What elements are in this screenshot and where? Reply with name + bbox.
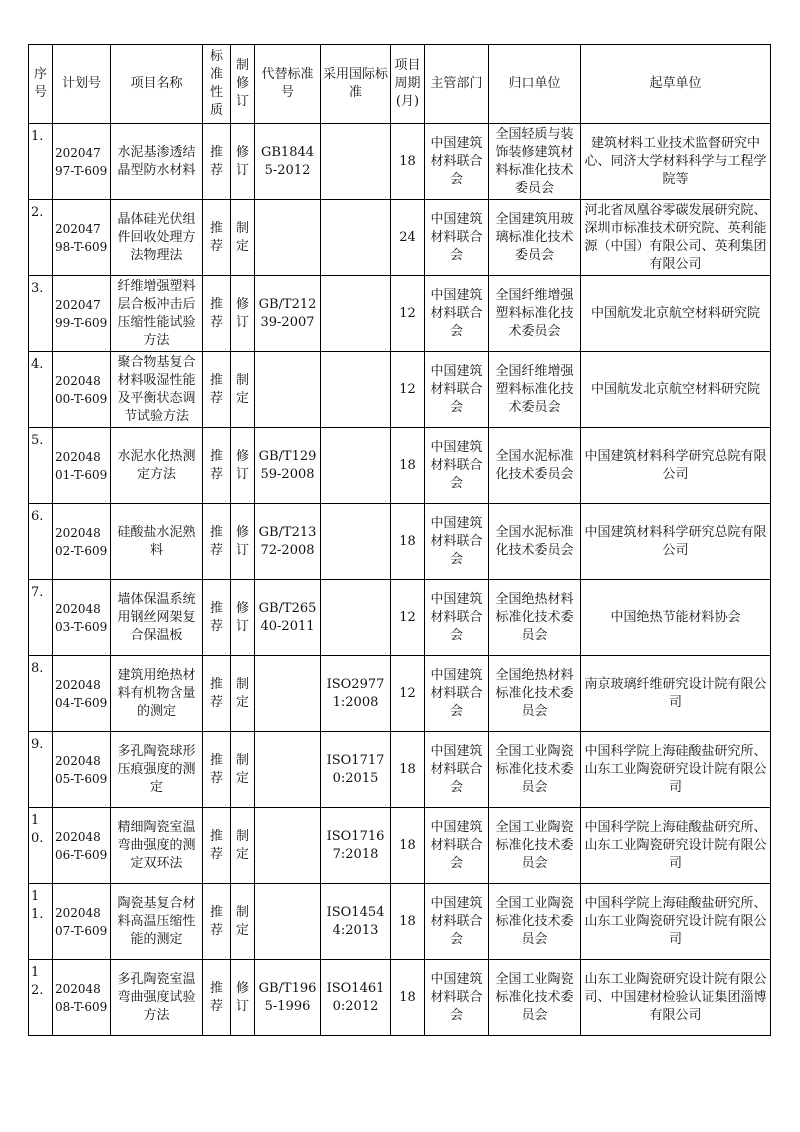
row-period: 12 [391,656,425,732]
row-authority: 中国建筑材料联合会 [425,808,489,884]
row-plan-no: 20204808-T-609 [53,960,111,1036]
row-intl-std [321,276,391,352]
row-type: 制定 [231,884,255,960]
row-replaces: GB/T21372-2008 [255,504,321,580]
row-type: 制定 [231,200,255,276]
table-row [29,352,771,428]
header-project-name: 项目名称 [111,45,203,124]
row-replaces: GB/T12959-2008 [255,428,321,504]
row-project-name: 多孔陶瓷球形压痕强度的测定 [111,732,203,808]
row-replaces [255,884,321,960]
row-authority: 中国建筑材料联合会 [425,580,489,656]
row-plan-no: 20204805-T-609 [53,732,111,808]
row-project-name: 墙体保温系统用钢丝网架复合保温板 [111,580,203,656]
row-nature: 推荐 [203,276,231,352]
table-row [29,428,771,504]
row-tc: 全国水泥标准化技术委员会 [489,504,581,580]
table-row [29,884,771,960]
row-plan-no: 20204798-T-609 [53,200,111,276]
row-drafter: 中国建筑材料科学研究总院有限公司 [581,428,771,504]
row-authority: 中国建筑材料联合会 [425,428,489,504]
table-row [29,656,771,732]
row-intl-std [321,428,391,504]
row-type: 修订 [231,124,255,200]
row-drafter: 中国航发北京航空材料研究院 [581,276,771,352]
row-authority: 中国建筑材料联合会 [425,960,489,1036]
row-period: 18 [391,428,425,504]
table-row [29,960,771,1036]
row-seq: 7. [29,580,53,656]
header-authority: 主管部门 [425,45,489,124]
row-period: 12 [391,580,425,656]
row-drafter: 南京玻璃纤维研究设计院有限公司 [581,656,771,732]
row-drafter: 建筑材料工业技术监督研究中心、同济大学材料科学与工程学院等 [581,124,771,200]
row-authority: 中国建筑材料联合会 [425,200,489,276]
row-intl-std: ISO17170:2015 [321,732,391,808]
header-intl-std: 采用国际标准 [321,45,391,124]
row-project-name: 聚合物基复合材料吸湿性能及平衡状态调节试验方法 [111,352,203,428]
row-drafter: 中国绝热节能材料协会 [581,580,771,656]
header-drafter: 起草单位 [581,45,771,124]
table-row [29,276,771,352]
row-nature: 推荐 [203,504,231,580]
row-nature: 推荐 [203,656,231,732]
row-intl-std [321,124,391,200]
header-replaces: 代替标准号 [255,45,321,124]
row-project-name: 硅酸盐水泥熟料 [111,504,203,580]
row-period: 12 [391,352,425,428]
row-authority: 中国建筑材料联合会 [425,124,489,200]
row-seq: 3. [29,276,53,352]
row-intl-std: ISO17167:2018 [321,808,391,884]
row-seq: 2. [29,200,53,276]
row-replaces [255,200,321,276]
row-project-name: 精细陶瓷室温弯曲强度的测定双环法 [111,808,203,884]
row-replaces: GB/T21239-2007 [255,276,321,352]
row-replaces [255,808,321,884]
row-type: 修订 [231,276,255,352]
row-project-name: 水泥基渗透结晶型防水材料 [111,124,203,200]
row-tc: 全国绝热材料标准化技术委员会 [489,580,581,656]
row-period: 18 [391,808,425,884]
row-drafter: 中国科学院上海硅酸盐研究所、山东工业陶瓷研究设计院有限公司 [581,808,771,884]
row-plan-no: 20204807-T-609 [53,884,111,960]
row-drafter: 中国航发北京航空材料研究院 [581,352,771,428]
document-page [28,44,770,1036]
row-project-name: 晶体硅光伏组件回收处理方法物理法 [111,200,203,276]
row-plan-no: 20204801-T-609 [53,428,111,504]
row-nature: 推荐 [203,732,231,808]
row-replaces: GB18445-2012 [255,124,321,200]
row-type: 修订 [231,428,255,504]
row-replaces: GB/T1965-1996 [255,960,321,1036]
row-nature: 推荐 [203,580,231,656]
table-row [29,124,771,200]
row-seq: 6. [29,504,53,580]
row-type: 修订 [231,960,255,1036]
row-intl-std: ISO29771:2008 [321,656,391,732]
row-seq: 12. [29,960,53,1036]
row-drafter: 河北省凤凰谷零碳发展研究院、深圳市标准技术研究院、英利能源（中国）有限公司、英利集团有限公司 [581,200,771,276]
header-type: 制修订 [231,45,255,124]
row-type: 制定 [231,732,255,808]
row-seq: 11. [29,884,53,960]
row-project-name: 陶瓷基复合材料高温压缩性能的测定 [111,884,203,960]
row-authority: 中国建筑材料联合会 [425,884,489,960]
row-period: 18 [391,732,425,808]
row-drafter: 中国建筑材料科学研究总院有限公司 [581,504,771,580]
row-project-name: 水泥水化热测定方法 [111,428,203,504]
row-period: 18 [391,884,425,960]
row-intl-std [321,504,391,580]
row-plan-no: 20204802-T-609 [53,504,111,580]
row-type: 制定 [231,352,255,428]
table-header-row [29,45,771,124]
row-tc: 全国绝热材料标准化技术委员会 [489,656,581,732]
header-period: 项目周期(月) [391,45,425,124]
row-nature: 推荐 [203,200,231,276]
row-period: 18 [391,504,425,580]
row-period: 12 [391,276,425,352]
row-authority: 中国建筑材料联合会 [425,276,489,352]
header-nature: 标准性质 [203,45,231,124]
row-type: 制定 [231,656,255,732]
row-nature: 推荐 [203,960,231,1036]
table-row [29,504,771,580]
table-row [29,580,771,656]
row-drafter: 中国科学院上海硅酸盐研究所、山东工业陶瓷研究设计院有限公司 [581,732,771,808]
table-row [29,200,771,276]
row-authority: 中国建筑材料联合会 [425,656,489,732]
row-period: 18 [391,124,425,200]
row-intl-std [321,352,391,428]
row-tc: 全国工业陶瓷标准化技术委员会 [489,884,581,960]
row-type: 修订 [231,504,255,580]
table-row [29,732,771,808]
row-authority: 中国建筑材料联合会 [425,352,489,428]
row-seq: 1. [29,124,53,200]
row-intl-std [321,200,391,276]
row-seq: 8. [29,656,53,732]
row-replaces [255,732,321,808]
row-project-name: 建筑用绝热材料有机物含量的测定 [111,656,203,732]
row-nature: 推荐 [203,352,231,428]
header-plan-no: 计划号 [53,45,111,124]
row-authority: 中国建筑材料联合会 [425,732,489,808]
table-body [29,124,771,1036]
standards-plan-table [28,44,771,1036]
row-plan-no: 20204799-T-609 [53,276,111,352]
row-tc: 全国工业陶瓷标准化技术委员会 [489,960,581,1036]
row-nature: 推荐 [203,124,231,200]
row-nature: 推荐 [203,808,231,884]
row-plan-no: 20204804-T-609 [53,656,111,732]
row-plan-no: 20204806-T-609 [53,808,111,884]
header-seq: 序号 [29,45,53,124]
row-plan-no: 20204797-T-609 [53,124,111,200]
row-tc: 全国工业陶瓷标准化技术委员会 [489,732,581,808]
row-nature: 推荐 [203,884,231,960]
row-replaces [255,352,321,428]
row-type: 修订 [231,580,255,656]
row-tc: 全国纤维增强塑料标准化技术委员会 [489,352,581,428]
row-project-name: 多孔陶瓷室温弯曲强度试验方法 [111,960,203,1036]
row-nature: 推荐 [203,428,231,504]
row-drafter: 山东工业陶瓷研究设计院有限公司、中国建材检验认证集团淄博有限公司 [581,960,771,1036]
row-intl-std: ISO14610:2012 [321,960,391,1036]
row-tc: 全国水泥标准化技术委员会 [489,428,581,504]
row-period: 18 [391,960,425,1036]
row-tc: 全国工业陶瓷标准化技术委员会 [489,808,581,884]
row-plan-no: 20204803-T-609 [53,580,111,656]
header-tc: 归口单位 [489,45,581,124]
row-tc: 全国纤维增强塑料标准化技术委员会 [489,276,581,352]
row-tc: 全国建筑用玻璃标准化技术委员会 [489,200,581,276]
row-authority: 中国建筑材料联合会 [425,504,489,580]
row-seq: 5. [29,428,53,504]
row-seq: 9. [29,732,53,808]
row-project-name: 纤维增强塑料层合板冲击后压缩性能试验方法 [111,276,203,352]
row-intl-std: ISO14544:2013 [321,884,391,960]
row-drafter: 中国科学院上海硅酸盐研究所、山东工业陶瓷研究设计院有限公司 [581,884,771,960]
row-period: 24 [391,200,425,276]
row-tc: 全国轻质与装饰装修建筑材料标准化技术委员会 [489,124,581,200]
row-intl-std [321,580,391,656]
row-seq: 4. [29,352,53,428]
row-replaces [255,656,321,732]
row-plan-no: 20204800-T-609 [53,352,111,428]
table-row [29,808,771,884]
row-seq: 10. [29,808,53,884]
row-type: 制定 [231,808,255,884]
row-replaces: GB/T26540-2011 [255,580,321,656]
